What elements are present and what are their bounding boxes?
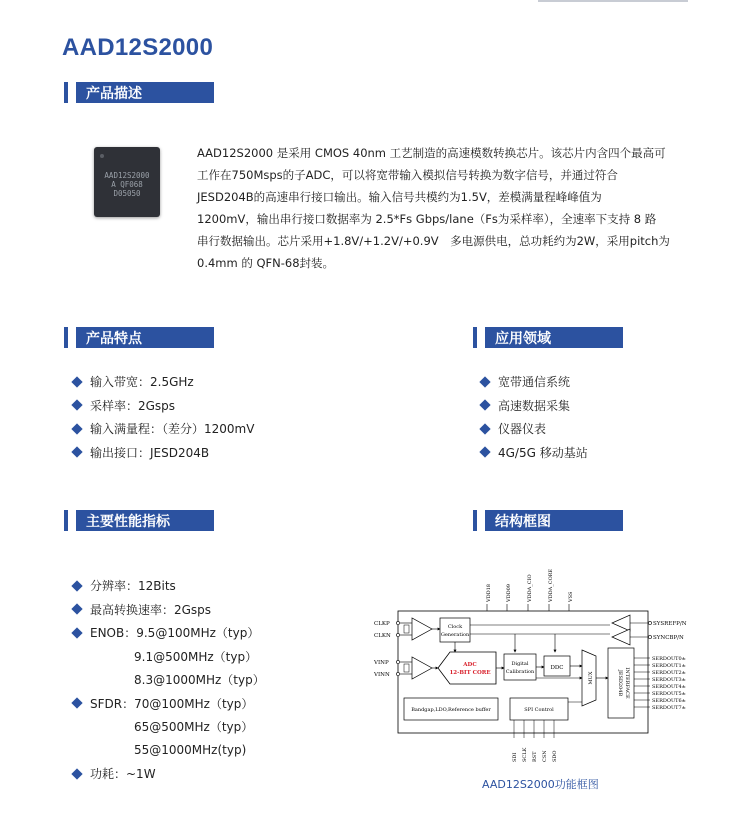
diamond-bullet-icon — [479, 400, 490, 411]
list-item-text: 功耗：~1W — [90, 767, 156, 782]
block-label: 12-BIT CORE — [449, 670, 491, 676]
list-item — [70, 574, 265, 598]
pin-label: SCLK — [522, 747, 528, 762]
list-item — [70, 739, 265, 763]
list-item — [70, 598, 265, 622]
section-marker — [64, 82, 68, 103]
applications-list — [478, 370, 588, 464]
diamond-bullet-icon — [71, 580, 82, 591]
input-buffer — [412, 657, 432, 679]
section-marker — [473, 327, 477, 348]
pin-label: SERDOUT4± — [652, 684, 686, 690]
list-item — [478, 441, 588, 465]
list-item — [478, 417, 588, 441]
list-item-text: 最高转换速率：2Gsps — [90, 602, 212, 617]
pin-label: SERDOUT1± — [652, 663, 686, 669]
block-diagram — [360, 552, 690, 764]
section-title: 产品特点 — [76, 327, 214, 348]
list-item — [70, 370, 254, 394]
description-line: AAD12S2000 是采用 CMOS 40nm 工艺制造的高速模数转换芯片。该芯片内含四个最高可 — [197, 146, 666, 160]
description-line: 工作在750Msps的子ADC，可以将宽带输入模拟信号转换为数字信号，并通过符合 — [197, 168, 618, 182]
section-header-applications — [473, 327, 623, 348]
section-header-description — [64, 82, 214, 103]
block-label: MUX — [588, 671, 594, 685]
description-line: 串行数据输出。芯片采用+1.8V/+1.2V/+0.9V 多电源供电，总功耗约为2W，采用pitch为 — [197, 234, 670, 248]
diamond-bullet-icon — [71, 627, 82, 638]
list-item-text: 输出接口：JESD204B — [90, 445, 210, 460]
block-label: Generation — [440, 632, 470, 638]
description-line: 1200mV，输出串行接口数据率为 2.5*Fs Gbps/lane（Fs为采样率），全速率下支持 8 路 — [197, 212, 657, 226]
list-item — [70, 621, 265, 645]
section-title: 主要性能指标 — [76, 510, 214, 531]
description-line: 0.4mm 的 QFN-68封装。 — [197, 256, 335, 270]
list-item-text: 仪器仪表 — [498, 422, 547, 437]
pin-label: VDDA_CORE — [548, 568, 554, 602]
diamond-bullet-icon — [479, 447, 490, 458]
pin-label: SERDOUT3± — [652, 677, 686, 683]
block-label: ADC — [463, 662, 477, 668]
top-divider-line — [538, 0, 688, 2]
list-item-text: 输入带宽：2.5GHz — [90, 375, 194, 390]
description-line: JESD204B的高速串行接口输出。输入信号共模约为1.5V，差模满量程峰峰值为 — [197, 190, 602, 204]
block-label: INTERFACE — [624, 667, 630, 699]
list-item — [70, 645, 265, 669]
diamond-bullet-icon — [71, 698, 82, 709]
list-item-text: SFDR：70@100MHz（typ） — [90, 696, 254, 711]
block-label: Clock — [447, 624, 463, 630]
diagram-caption: AAD12S2000功能框图 — [482, 778, 599, 791]
list-item-text: 8.3@1000MHz（typ） — [134, 673, 265, 688]
pin-label: SDI — [512, 752, 518, 762]
section-marker — [473, 510, 477, 531]
section-header-block-diagram — [473, 510, 623, 531]
list-item-text: ENOB：9.5@100MHz（typ） — [90, 626, 260, 641]
diamond-bullet-icon — [71, 447, 82, 458]
performance-list — [70, 574, 265, 786]
digital-calibration-block — [504, 654, 536, 680]
diamond-bullet-icon — [71, 376, 82, 387]
pin-label: SERDOUT6± — [652, 698, 686, 704]
spi-pins — [512, 720, 558, 762]
section-title: 结构框图 — [485, 510, 623, 531]
list-item-text: 高速数据采集 — [498, 398, 571, 413]
block-label: Bandgap,LDO,Reference buffer — [411, 707, 491, 713]
list-item-text: 输入满量程：（差分）1200mV — [90, 422, 255, 437]
sync-buffer — [612, 629, 630, 645]
list-item — [70, 762, 265, 786]
list-item-text: 采样率：2Gsps — [90, 398, 176, 413]
features-list — [70, 370, 254, 464]
page-title: AAD12S2000 — [62, 34, 214, 61]
list-item — [70, 417, 254, 441]
section-marker — [64, 510, 68, 531]
block-label: JESD204B — [617, 669, 623, 697]
list-item — [478, 394, 588, 418]
pin-label: VDDA_CIO — [527, 574, 533, 602]
pin-label: CLKP — [374, 621, 390, 627]
description-text — [197, 142, 689, 274]
diamond-bullet-icon — [71, 604, 82, 615]
pin-label: SERDOUT0± — [652, 656, 686, 662]
section-title: 应用领域 — [485, 327, 623, 348]
list-item — [70, 441, 254, 465]
pin-label: SERDOUT7± — [652, 705, 686, 711]
block-label: SPI Control — [524, 707, 554, 713]
block-label: DDC — [550, 665, 564, 671]
clock-buffer — [412, 618, 432, 640]
pin-label: RST — [532, 751, 538, 762]
list-item-text: 4G/5G 移动基站 — [498, 445, 588, 460]
pin-label: VINP — [374, 660, 389, 666]
pin-label: SERDOUT2± — [652, 670, 686, 676]
list-item-text: 9.1@500MHz（typ） — [134, 649, 258, 664]
pin1-dot — [100, 154, 104, 158]
list-item — [70, 394, 254, 418]
chip-marking-line: AAD12S2000 — [104, 171, 150, 180]
chip-marking-line: D05050 — [113, 189, 141, 198]
list-item — [70, 692, 265, 716]
pin-label: VDD18 — [486, 584, 492, 602]
section-title: 产品描述 — [76, 82, 214, 103]
pin-label: VDD09 — [506, 584, 512, 602]
pin-label: CLKN — [374, 633, 391, 639]
pin-label: SYNCBP/N — [653, 635, 684, 641]
section-marker — [64, 327, 68, 348]
diamond-bullet-icon — [71, 423, 82, 434]
pin-label: VINN — [374, 672, 390, 678]
pin-label: SDO — [552, 750, 558, 762]
chip-photo — [94, 147, 160, 217]
sysref-buffer — [612, 615, 630, 631]
list-item-text: 65@500MHz（typ） — [134, 720, 254, 735]
pin-label: VSS — [568, 591, 574, 602]
diamond-bullet-icon — [71, 400, 82, 411]
diamond-bullet-icon — [479, 423, 490, 434]
list-item — [70, 668, 265, 692]
adc-core-block — [438, 652, 496, 684]
serdes-outputs — [634, 656, 686, 711]
list-item — [478, 370, 588, 394]
pin-label: SERDOUT5± — [652, 691, 686, 697]
block-label: Digital — [511, 661, 529, 667]
supply-pins — [486, 569, 574, 611]
section-header-features — [64, 327, 214, 348]
list-item-text: 分辨率：12Bits — [90, 579, 176, 594]
pin-label: SYSREFP/N — [653, 621, 687, 627]
chip-marking-line: A QF068 — [111, 180, 143, 189]
diamond-bullet-icon — [479, 376, 490, 387]
clock-generation-block — [440, 618, 470, 642]
list-item-text: 55@1000MHz(typ) — [134, 743, 247, 758]
block-label: Calibration — [505, 669, 535, 675]
list-item-text: 宽带通信系统 — [498, 375, 571, 390]
section-header-performance — [64, 510, 214, 531]
diamond-bullet-icon — [71, 768, 82, 779]
pin-label: CSN — [542, 750, 548, 762]
list-item — [70, 715, 265, 739]
